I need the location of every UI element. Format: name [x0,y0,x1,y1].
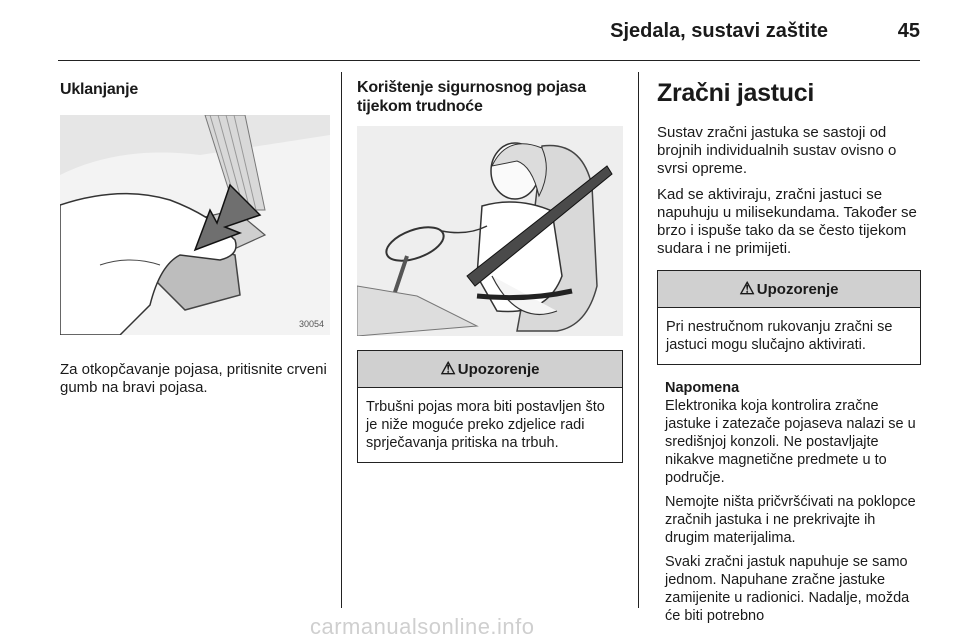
buckle-hand-drawing [60,115,330,335]
warning-text: Pri nestručnom rukovanju zračni se jastuci mogu slučajno aktivirati. [666,319,893,353]
note-paragraph-3: Svaki zračni jastuk napuhuje se samo jednom. Napuhane zračne jastuke zamijenite u radionici. Nadalje, možda će biti potrebno [665,554,910,624]
note-section [657,379,921,625]
page-header [58,0,920,61]
column-airbags [657,72,921,625]
airbags-heading: Zračni jastuci [657,79,814,107]
warning-text: Trbušni pojas mora biti postavljen što je niže moguće preko zdjelice radi sprječavanja pritiska na trbuh. [366,399,605,451]
section-title: Sjedala, sustavi zaštite [610,20,828,42]
note-paragraph-2: Nemojte ništa pričvršćivati na poklopce zračnih jastuka i ne prekrivajte ih drugim materijalima. [665,494,916,546]
figure-number: 30054 [298,319,324,329]
warning-header [658,271,920,308]
buckle-release-illustration [60,115,330,335]
airbags-paragraph-1: Sustav zračni jastuka se sastoji od brojnih individualnih sustav ovisno o svrsi opreme. [657,124,897,177]
column-pregnancy [357,72,623,463]
warning-triangle-icon: ⚠ [440,359,456,378]
pregnancy-warning-box [357,350,623,463]
column-divider [341,72,342,608]
note-paragraph-1: Elektronika koja kontrolira zračne jastuke i zatezače pojaseva nalazi se u središnjoj konzoli. Ne postavljajte nikakve magnetične predmete u to područje. [665,398,916,486]
note-title: Napomena [665,380,740,396]
watermark: carmanualsonline.info [310,614,535,639]
warning-title: Upozorenje [756,280,839,298]
warning-triangle-icon: ⚠ [739,279,755,298]
column-removal [60,72,332,397]
pregnant-driver-illustration [357,126,623,336]
removal-text: Za otkopčavanje pojasa, pritisnite crveni gumb na bravi pojasa. [60,361,327,396]
warning-header [358,351,622,388]
pregnant-driver-drawing [357,126,623,336]
removal-heading: Uklanjanje [60,81,139,98]
page-number: 45 [897,20,920,42]
pregnancy-heading: Korištenje sigurnosnog pojasa tijekom trudnoće [357,79,586,115]
airbag-warning-box [657,270,921,365]
column-divider [638,72,639,608]
warning-title: Upozorenje [457,360,540,378]
airbags-paragraph-2: Kad se aktiviraju, zračni jastuci se napuhuju u milisekundama. Također se brzo i ispuše tako da se često tijekom sudara i ne primijeti. [657,186,917,257]
